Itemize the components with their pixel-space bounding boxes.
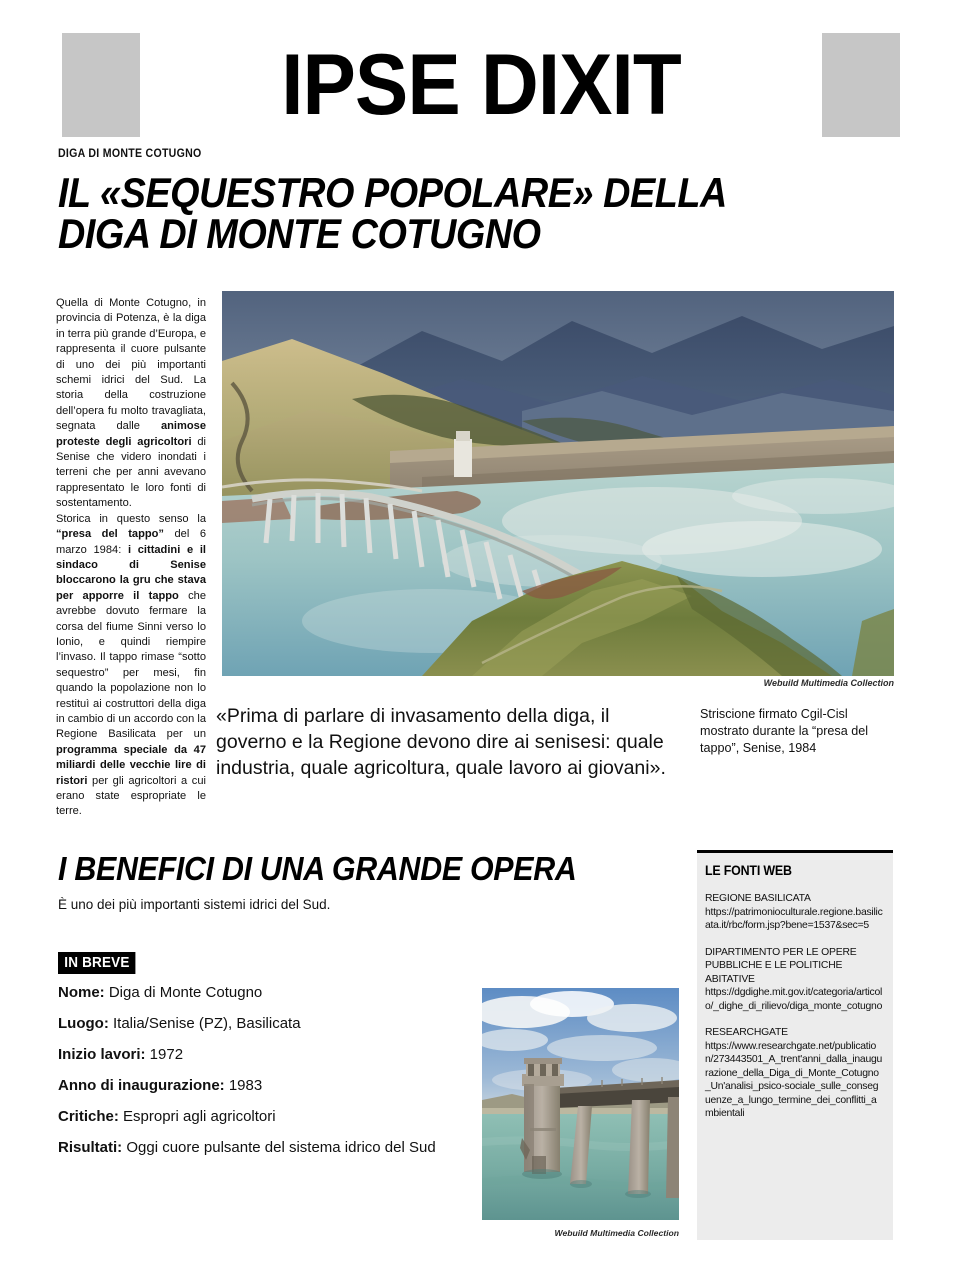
body-text: per gli agricoltori a cui erano state espropriate le terre. bbox=[56, 774, 206, 818]
fact-key: Luogo: bbox=[58, 1015, 109, 1032]
body-emphasis: animose proteste degli agricoltori bbox=[56, 420, 206, 448]
article-paragraph-1 bbox=[56, 296, 206, 512]
fact-key: Inizio lavori: bbox=[58, 1046, 146, 1063]
fact-value: Italia/Senise (PZ), Basilicata bbox=[108, 1015, 301, 1032]
article-headline: IL «SEQUESTRO POPOLARE» DELLA DIGA DI MONTE COTUGNO bbox=[58, 169, 726, 257]
article-kicker: DIGA DI MONTE COTUGNO bbox=[58, 148, 202, 160]
source-item bbox=[705, 892, 883, 933]
source-url[interactable]: https://www.researchgate.net/publication/273443501_A_trent'anni_dalla_inaugurazione_della_Diga_di_Monte_Cotugno_Un'analisi_psico-sociale_sulle_conseguenze_a_lungo_termine_dei_conflitti_ambientali bbox=[705, 1040, 883, 1119]
fact-row bbox=[58, 1137, 478, 1158]
fact-row bbox=[58, 1075, 478, 1096]
source-item bbox=[705, 946, 883, 1014]
main-photo-credit: Webuild Multimedia Collection bbox=[763, 678, 894, 688]
secondary-photo-credit: Webuild Multimedia Collection bbox=[554, 1228, 679, 1238]
article-paragraph-2 bbox=[56, 512, 206, 820]
masthead-block-left bbox=[62, 33, 140, 137]
fact-row bbox=[58, 1044, 478, 1065]
fact-row bbox=[58, 1106, 478, 1127]
secondary-photo bbox=[482, 988, 679, 1220]
source-name: DIPARTIMENTO PER LE OPERE PUBBLICHE E LE POLITICHE ABITATIVE bbox=[705, 946, 857, 985]
body-text: Quella di Monte Cotugno, in provincia di Potenza, è la diga in terra più grande d’Europa, e rappresenta il cuore pulsante di uno dei più importanti schemi idrici del Sud. La storia della costruzione dell’opera fu molto travagliata, segnata dalle bbox=[56, 297, 206, 433]
benefits-subtitle: È uno dei più importanti sistemi idrici del Sud. bbox=[58, 897, 331, 912]
sources-title: LE FONTI WEB bbox=[705, 863, 792, 878]
main-photo bbox=[222, 291, 894, 676]
fact-key: Risultati: bbox=[58, 1139, 123, 1156]
pull-quote-caption: Striscione firmato Cgil-Cisl mostrato durante la “presa del tappo”, Senise, 1984 bbox=[700, 707, 869, 755]
body-emphasis: i cittadini e il sindaco di Senise bloccarono la gru che stava per apporre il tappo bbox=[56, 543, 206, 602]
fact-key: Anno di inaugurazione: bbox=[58, 1077, 225, 1094]
fact-value: Espropri agli agricoltori bbox=[118, 1108, 276, 1125]
source-name: REGIONE BASILICATA bbox=[705, 893, 811, 904]
sources-sidebar bbox=[697, 850, 893, 1240]
source-name: RESEARCHGATE bbox=[705, 1027, 788, 1038]
source-url[interactable]: https://dgdighe.mit.gov.it/categoria/articolo/_dighe_di_rilievo/diga_monte_cotugno bbox=[705, 987, 883, 1012]
body-text: del 6 marzo 1984: bbox=[56, 528, 206, 556]
body-emphasis: programma speciale da 47 miliardi delle vecchie lire di ristori bbox=[56, 743, 206, 787]
facts-list bbox=[58, 982, 478, 1168]
in-breve-label: IN BREVE bbox=[58, 952, 136, 974]
source-url[interactable]: https://patrimonioculturale.regione.basilicata.it/rbc/form.jsp?bene=1537&sec=5 bbox=[705, 906, 883, 931]
fact-key: Critiche: bbox=[58, 1108, 119, 1125]
secondary-photo-art bbox=[482, 988, 679, 1220]
fact-key: Nome: bbox=[58, 984, 105, 1001]
body-text: Storica in questo senso la bbox=[56, 512, 206, 525]
fact-value: 1972 bbox=[145, 1046, 184, 1063]
fact-value: Diga di Monte Cotugno bbox=[104, 984, 263, 1001]
article-body-column bbox=[56, 296, 206, 820]
body-text: che avrebbe dovuto fermare la corsa del fiume Sinni verso lo Ionio, e quindi riempire l’invaso. Il tappo rimase “sotto sequestro” per mesi, fin quando la popolazione non lo restituì ai costruttori della diga in cambio di un accordo con la Regione Basilicata per un bbox=[56, 589, 207, 741]
pull-quote: «Prima di parlare di invasamento della diga, il governo e la Regione devono dire ai senisesi: quale industria, quale agricoltura, quale lavoro ai giovani». bbox=[216, 705, 666, 779]
masthead bbox=[62, 30, 900, 140]
main-photo-art bbox=[222, 291, 894, 676]
fact-row bbox=[58, 982, 478, 1003]
fact-value: Oggi cuore pulsante del sistema idrico del Sud bbox=[122, 1139, 436, 1156]
fact-value: 1983 bbox=[224, 1077, 263, 1094]
benefits-heading: I BENEFICI DI UNA GRANDE OPERA bbox=[58, 850, 577, 887]
body-text: di Senise che videro inondati i terreni che per anni avevano rappresentato le loro fonti di sostentamento. bbox=[56, 435, 206, 510]
body-emphasis: “presa del tappo” bbox=[56, 528, 164, 541]
source-item bbox=[705, 1026, 883, 1121]
masthead-title: IPSE DIXIT bbox=[281, 37, 681, 133]
fact-row bbox=[58, 1013, 478, 1034]
masthead-block-right bbox=[822, 33, 900, 137]
